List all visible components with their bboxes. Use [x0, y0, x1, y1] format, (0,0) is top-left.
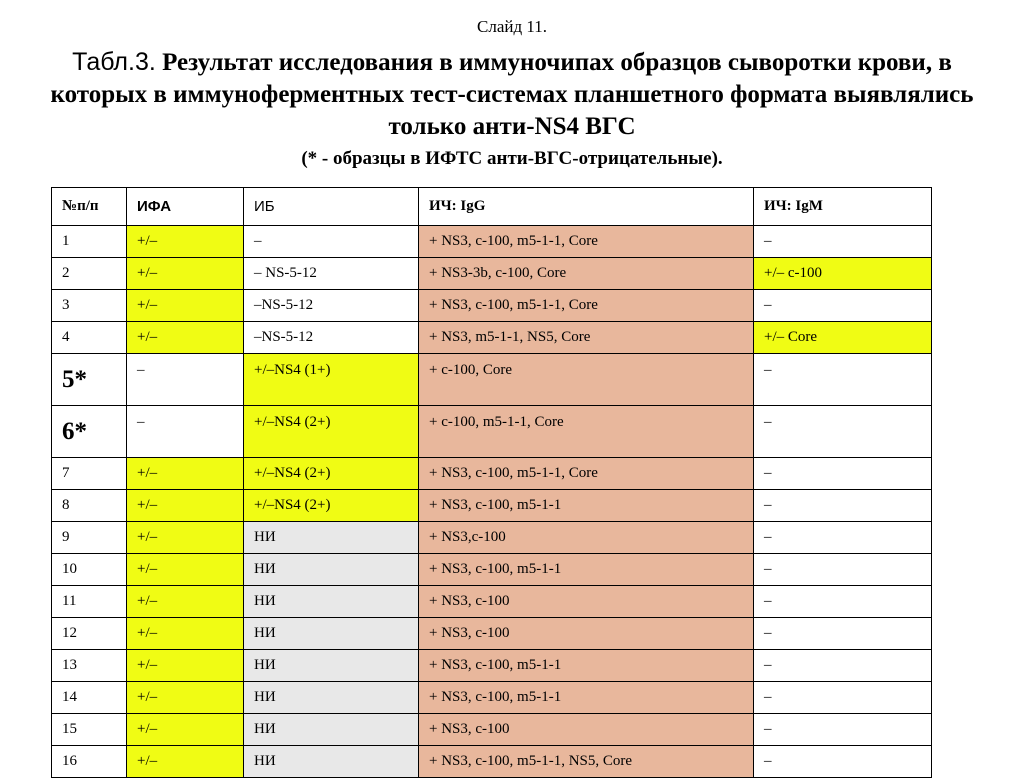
- cell-ib: +/–NS4 (2+): [244, 458, 419, 490]
- header-number: №п/п: [52, 188, 127, 226]
- header-ifa: ИФА: [127, 188, 244, 226]
- cell-igg: + NS3, m5-1-1, NS5, Core: [419, 322, 754, 354]
- cell-igm: –: [754, 554, 932, 586]
- table-row: [52, 458, 932, 490]
- cell-ifa: +/–: [127, 682, 244, 714]
- cell-ib: –NS-5-12: [244, 322, 419, 354]
- cell-igm: –: [754, 490, 932, 522]
- cell-number: 5*: [52, 354, 127, 406]
- table-title-prefix: Табл.3.: [72, 48, 156, 76]
- cell-igm: –: [754, 714, 932, 746]
- cell-ifa: +/–: [127, 714, 244, 746]
- cell-igg: + NS3, c-100, m5-1-1, NS5, Core: [419, 746, 754, 778]
- cell-ifa: +/–: [127, 458, 244, 490]
- table-body: [52, 226, 932, 778]
- table-row: [52, 322, 932, 354]
- table-row: [52, 226, 932, 258]
- table-row: [52, 406, 932, 458]
- cell-igm: –: [754, 682, 932, 714]
- cell-ifa: +/–: [127, 322, 244, 354]
- table-row: [52, 714, 932, 746]
- cell-igm: –: [754, 290, 932, 322]
- cell-number: 4: [52, 322, 127, 354]
- cell-ib: –NS-5-12: [244, 290, 419, 322]
- table-title: [40, 46, 984, 143]
- cell-ib: НИ: [244, 618, 419, 650]
- cell-igg: + NS3, c-100, m5-1-1: [419, 682, 754, 714]
- cell-ifa: +/–: [127, 290, 244, 322]
- cell-ib: НИ: [244, 586, 419, 618]
- cell-igm: +/– c-100: [754, 258, 932, 290]
- cell-igg: + NS3, c-100: [419, 586, 754, 618]
- cell-igg: + NS3, c-100, m5-1-1: [419, 554, 754, 586]
- cell-ib: – NS-5-12: [244, 258, 419, 290]
- slide-number: Слайд 11.: [477, 17, 547, 36]
- cell-igg: + NS3, c-100, m5-1-1: [419, 490, 754, 522]
- table-row: [52, 522, 932, 554]
- table-row: [52, 354, 932, 406]
- cell-ib: +/–NS4 (2+): [244, 406, 419, 458]
- cell-ifa: –: [127, 406, 244, 458]
- cell-igg: + c-100, Core: [419, 354, 754, 406]
- cell-number: 6*: [52, 406, 127, 458]
- table-title-text: Результат исследования в иммуночипах образцов сыворотки крови, в которых в иммуноферментных тест-системах планшетного формата выявлялись только анти-NS4 ВГС: [50, 49, 974, 140]
- cell-ib: –: [244, 226, 419, 258]
- table-row: [52, 650, 932, 682]
- cell-igm: –: [754, 458, 932, 490]
- cell-igg: + NS3, c-100, m5-1-1: [419, 650, 754, 682]
- cell-number: 15: [52, 714, 127, 746]
- cell-ifa: +/–: [127, 226, 244, 258]
- table-row: [52, 258, 932, 290]
- cell-ib: НИ: [244, 714, 419, 746]
- cell-igm: –: [754, 650, 932, 682]
- cell-igm: –: [754, 354, 932, 406]
- cell-ib: НИ: [244, 746, 419, 778]
- cell-igm: –: [754, 522, 932, 554]
- table-row: [52, 746, 932, 778]
- header-igg: ИЧ: IgG: [419, 188, 754, 226]
- cell-igm: –: [754, 226, 932, 258]
- cell-ib: НИ: [244, 682, 419, 714]
- cell-igm: +/– Core: [754, 322, 932, 354]
- cell-igm: –: [754, 586, 932, 618]
- header-ib: ИБ: [244, 188, 419, 226]
- table-row: [52, 682, 932, 714]
- cell-igg: + NS3, c-100: [419, 714, 754, 746]
- cell-ib: НИ: [244, 554, 419, 586]
- cell-number: 1: [52, 226, 127, 258]
- cell-number: 10: [52, 554, 127, 586]
- results-table: [51, 187, 932, 778]
- cell-ib: +/–NS4 (1+): [244, 354, 419, 406]
- cell-ifa: +/–: [127, 258, 244, 290]
- cell-number: 7: [52, 458, 127, 490]
- cell-number: 9: [52, 522, 127, 554]
- cell-ifa: –: [127, 354, 244, 406]
- cell-number: 2: [52, 258, 127, 290]
- cell-ifa: +/–: [127, 586, 244, 618]
- cell-ifa: +/–: [127, 746, 244, 778]
- cell-igg: + NS3, c-100, m5-1-1, Core: [419, 290, 754, 322]
- cell-igg: + NS3,c-100: [419, 522, 754, 554]
- cell-igm: –: [754, 406, 932, 458]
- cell-ifa: +/–: [127, 522, 244, 554]
- cell-ifa: +/–: [127, 618, 244, 650]
- table-row: [52, 290, 932, 322]
- cell-number: 16: [52, 746, 127, 778]
- cell-igg: + c-100, m5-1-1, Core: [419, 406, 754, 458]
- table-row: [52, 586, 932, 618]
- cell-ib: НИ: [244, 650, 419, 682]
- table-row: [52, 490, 932, 522]
- table-footnote: (* - образцы в ИФТС анти-ВГС-отрицательные).: [301, 148, 723, 169]
- cell-igm: –: [754, 618, 932, 650]
- cell-igg: + NS3, c-100, m5-1-1, Core: [419, 226, 754, 258]
- cell-igm: –: [754, 746, 932, 778]
- table-header-row: [52, 188, 932, 226]
- cell-ifa: +/–: [127, 554, 244, 586]
- cell-igg: + NS3-3b, c-100, Core: [419, 258, 754, 290]
- cell-igg: + NS3, c-100: [419, 618, 754, 650]
- header-igm: ИЧ: IgM: [754, 188, 932, 226]
- table-row: [52, 554, 932, 586]
- cell-igg: + NS3, c-100, m5-1-1, Core: [419, 458, 754, 490]
- cell-ib: +/–NS4 (2+): [244, 490, 419, 522]
- cell-ib: НИ: [244, 522, 419, 554]
- cell-number: 3: [52, 290, 127, 322]
- cell-number: 11: [52, 586, 127, 618]
- cell-ifa: +/–: [127, 650, 244, 682]
- cell-number: 14: [52, 682, 127, 714]
- cell-number: 13: [52, 650, 127, 682]
- table-row: [52, 618, 932, 650]
- cell-number: 8: [52, 490, 127, 522]
- cell-number: 12: [52, 618, 127, 650]
- cell-ifa: +/–: [127, 490, 244, 522]
